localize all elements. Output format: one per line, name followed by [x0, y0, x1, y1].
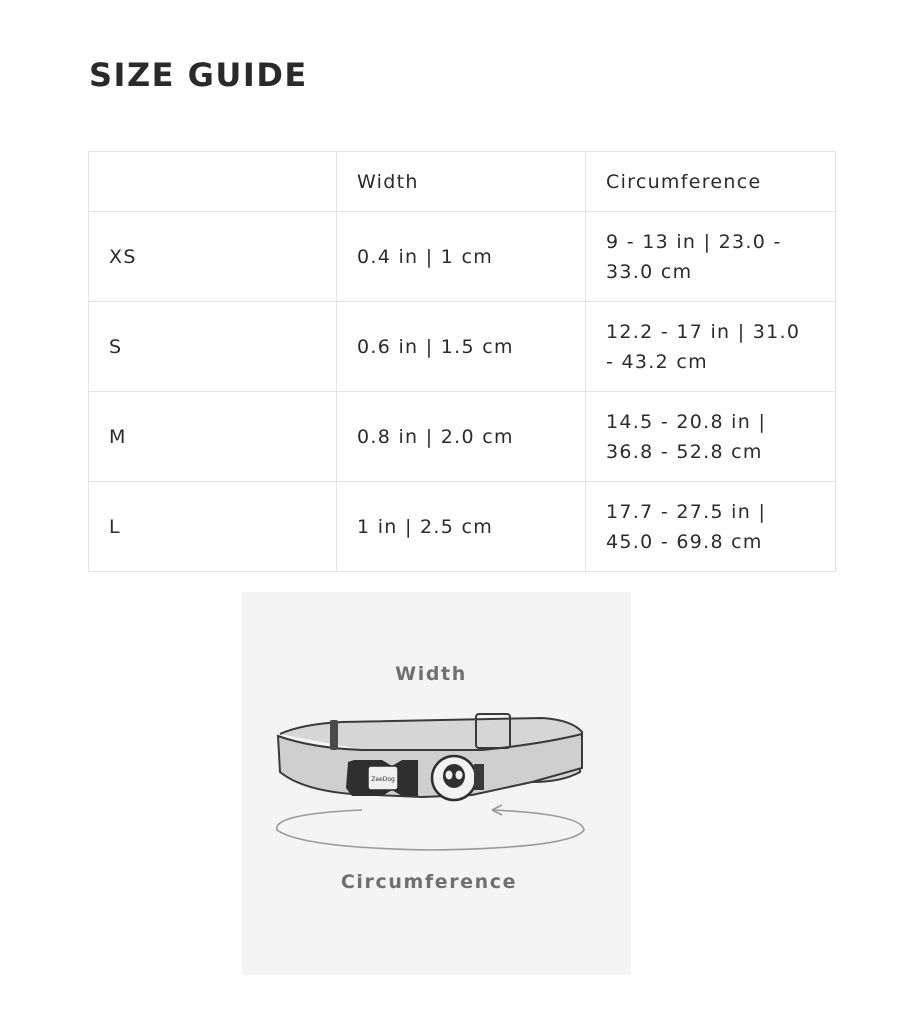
circumference-cell: 17.7 - 27.5 in | 45.0 - 69.8 cm [586, 482, 836, 572]
size-cell: L [89, 482, 337, 572]
table-row [89, 482, 836, 572]
circumference-cell: 12.2 - 17 in | 31.0 - 43.2 cm [586, 302, 836, 392]
collar-measurement-diagram [242, 592, 631, 975]
table-row [89, 392, 836, 482]
header-size [89, 152, 337, 212]
circumference-label: Circumference [340, 871, 518, 893]
circumference-arc [277, 810, 584, 850]
size-cell: M [89, 392, 337, 482]
width-cell: 1 in | 2.5 cm [337, 482, 586, 572]
circumference-cell: 9 - 13 in | 23.0 - 33.0 cm [586, 212, 836, 302]
slider-icon [330, 720, 338, 750]
buckle-icon [346, 760, 418, 796]
table-row [89, 212, 836, 302]
header-width: Width [337, 152, 586, 212]
size-guide-table [88, 151, 836, 572]
page-title: SIZE GUIDE [89, 56, 308, 94]
table-row [89, 302, 836, 392]
width-cell: 0.8 in | 2.0 cm [337, 392, 586, 482]
buckle-brand-text: ZeeDog [371, 776, 395, 783]
width-cell: 0.6 in | 1.5 cm [337, 302, 586, 392]
width-label: Width [395, 663, 467, 685]
collar-illustration [242, 592, 631, 975]
circumference-cell: 14.5 - 20.8 in | 36.8 - 52.8 cm [586, 392, 836, 482]
size-cell: S [89, 302, 337, 392]
size-cell: XS [89, 212, 337, 302]
table-header-row [89, 152, 836, 212]
header-circumference: Circumference [586, 152, 836, 212]
width-cell: 0.4 in | 1 cm [337, 212, 586, 302]
